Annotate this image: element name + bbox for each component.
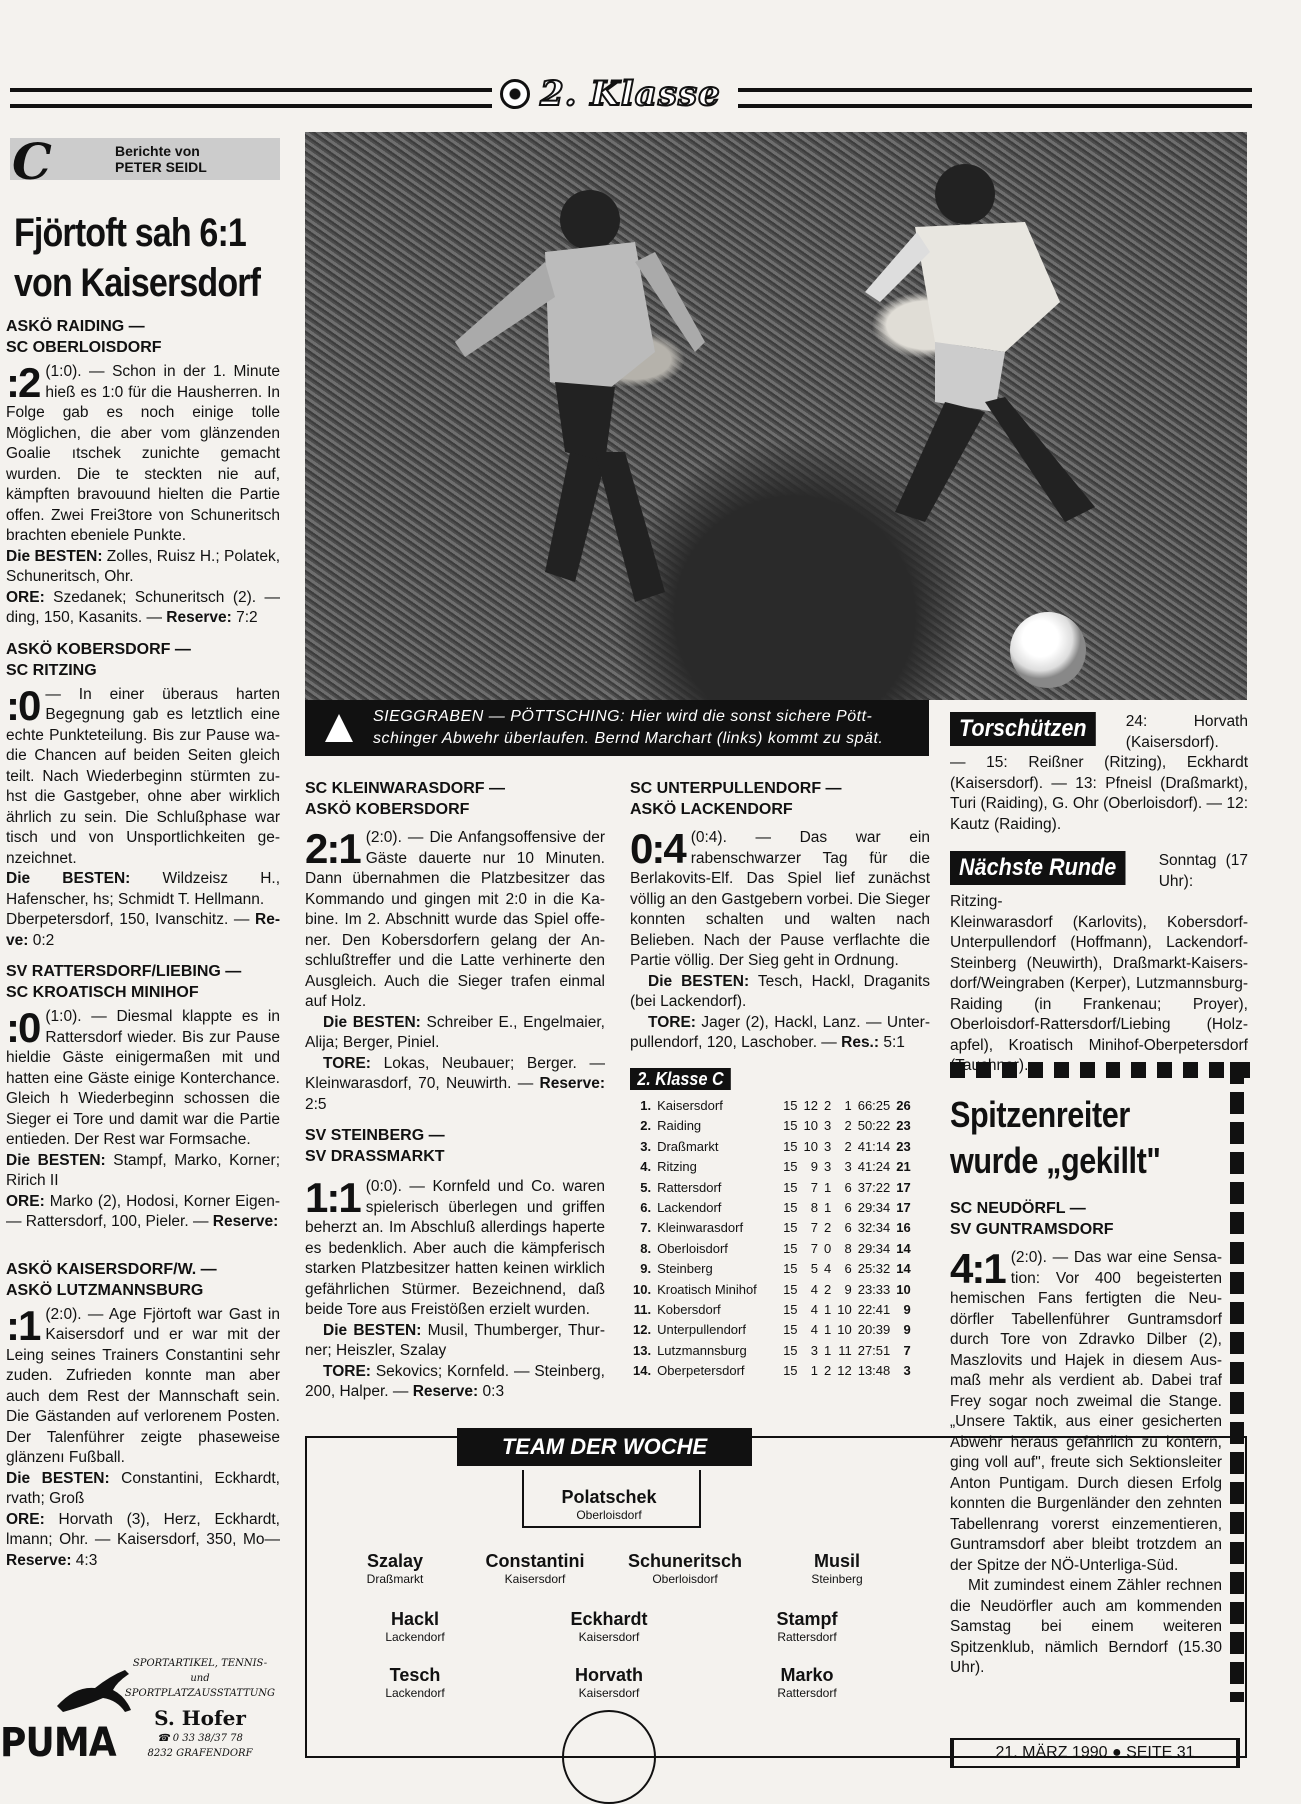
standings-cell: 3 [824, 1118, 832, 1134]
standings-cell: Steinberg [657, 1261, 713, 1277]
score: 1:1 [305, 1174, 360, 1221]
match-heading: ASKÖ KAISERSDORF/W. — [6, 1260, 217, 1278]
standings-cell: 25:32 [857, 1261, 891, 1277]
standings-cell: 15 [783, 1179, 798, 1195]
standings-cell: Lutzmannsburg [657, 1342, 747, 1358]
standings-cell: 15 [783, 1118, 798, 1134]
standings-cell: 15 [783, 1240, 798, 1256]
column-right [950, 712, 1248, 1077]
player-entry: Musil Steinberg [811, 1551, 863, 1586]
photo-caption: SIEGGRABEN — PÖTTSCHING: Hier wird die sonst sichere Pöttschinger Abwehr überlaufen. Bernd Marchart (links) kommt zu spät. [305, 700, 929, 756]
score: :2 [6, 359, 40, 406]
puma-brand: PUMA [0, 1720, 116, 1766]
standings-cell: 10 [803, 1138, 819, 1154]
match-best: Die BESTEN: Wildzeisz H., Hafenscher, hs; Schmidt T. Hellmann. [6, 870, 281, 908]
byline-author: PETER SEIDL [115, 159, 207, 175]
standings-cell: 7 [903, 1342, 911, 1358]
standings-cell: 11. [633, 1302, 652, 1318]
standings-row [630, 1116, 914, 1136]
standings-cell: 15 [783, 1098, 798, 1113]
standings-cell: 13. [633, 1342, 652, 1358]
standings-cell: 2 [824, 1220, 832, 1236]
standings-cell: 2. [640, 1118, 652, 1134]
standings-row [630, 1280, 914, 1300]
standings-cell: 15 [783, 1159, 798, 1175]
standings-cell: 2 [844, 1138, 852, 1154]
match-best: Die BESTEN: Schreiber E., Engelmaier, Alija; Berger, Piniel. [305, 1013, 605, 1051]
standings-cell: 15 [783, 1302, 798, 1318]
standings-row [630, 1218, 914, 1238]
standings-cell: 6 [844, 1261, 852, 1277]
standings-cell: 23 [896, 1138, 911, 1154]
standings-cell: 6 [844, 1220, 852, 1236]
standings-table [630, 1096, 914, 1382]
score: 0:4 [630, 825, 685, 872]
standings-cell: 20:39 [857, 1322, 891, 1338]
ad-text: SPORTARTIKEL, TENNIS- und SPORTPLATZAUSSTATTUNG S. Hofer ☎ 0 33 38/37 78 8232 GRAFENDORF [124, 1658, 276, 1759]
match-heading: ASKÖ LACKENDORF [630, 801, 793, 818]
player-entry: Eckhardt Kaisersdorf [570, 1609, 648, 1644]
standings-cell: 1 [810, 1363, 819, 1379]
match-heading: ASKÖ KOBERSDORF — [6, 640, 191, 658]
standings-cell: 66:25 [857, 1098, 891, 1113]
standings-cell: 41:24 [857, 1159, 891, 1175]
advertisement [0, 1636, 285, 1776]
standings-cell: 2 [824, 1281, 832, 1297]
page-footer: 21. MÄRZ 1990 ● SEITE 31 [950, 1738, 1240, 1768]
caption-arrow-icon [325, 714, 353, 742]
column-middle [305, 778, 605, 1403]
standings-cell: Unterpullendorf [657, 1322, 746, 1338]
next-round-label: Nächste Runde [950, 851, 1125, 885]
standings-cell: 26 [896, 1098, 911, 1113]
match-heading: ASKÖ KOBERSDORF [305, 801, 470, 818]
standings-row [630, 1259, 914, 1279]
standings-cell: 4 [810, 1322, 819, 1338]
score: 2:1 [305, 825, 360, 872]
standings-cell: 9 [903, 1322, 911, 1338]
match-heading: SV GUNTRAMSDORF [950, 1221, 1114, 1238]
byline-label: Berichte von [115, 143, 200, 159]
standings-cell: 1 [824, 1342, 832, 1358]
standings-cell: 15 [783, 1363, 798, 1379]
standings-cell: 14 [896, 1261, 911, 1277]
match-heading: SC NEUDÖRFL — [950, 1200, 1086, 1217]
standings-cell: 9 [844, 1281, 852, 1297]
team-of-the-week [305, 1436, 1247, 1758]
standings-cell: 11 [838, 1342, 852, 1358]
standings-cell: 10. [633, 1281, 652, 1297]
standings-cell: 15 [783, 1261, 798, 1277]
standings-cell: Kobersdorf [657, 1302, 721, 1318]
section-title: 2. Klasse [540, 74, 721, 114]
standings-cell: 41:14 [857, 1138, 891, 1154]
standings-cell: Kroatisch Minihof [657, 1281, 757, 1297]
player-left-illustration [305, 132, 1247, 700]
match-goals: Dberpetersdorf, 150, Ivanschitz. — Reve: 0:2 [6, 911, 280, 949]
standings-cell: 23 [896, 1118, 911, 1134]
standings-cell: 7 [810, 1220, 819, 1236]
standings-cell: 13:48 [857, 1363, 891, 1379]
column-right-center [630, 778, 930, 1054]
standings-cell: Raiding [657, 1118, 702, 1134]
match-best: Die BESTEN: Zolles, Ruisz H.; Polatek, Schuneritsch, Ohr. [6, 547, 280, 585]
standings-cell: 12. [633, 1322, 652, 1338]
standings-cell: 0 [824, 1240, 832, 1256]
match-heading: SC OBERLOISDORF [6, 339, 162, 356]
match-goals: ORE: Marko (2), Hodosi, Korner Eigen— Rattersdorf, 100, Pieler. — Reserve: [6, 1192, 280, 1230]
standings-cell: 14 [896, 1240, 911, 1256]
match-report: :0 (1:0). — Diesmal klappte es in Rattersdorf wieder. Bis zur Pause hieldie Gäste einigermaßen mit und hatten eine Gäste einige Konterchance. Gleich h Wiederbeginn schossen die Sieger ei Tore und damit war die Partie entieden. Der Rest war Formsache. [6, 1004, 280, 1148]
match-heading: SC RITZING [6, 661, 97, 679]
standings-cell: 2 [844, 1118, 852, 1134]
side-story-headline: Spitzenreiter wurde „gekillt" [950, 1094, 1161, 1181]
match-goals: TORE: Lokas, Neubauer; Berger. — Kleinwarasdorf, 70, Neuwirth. — Reserve: 2:5 [305, 1054, 605, 1113]
standings-cell: Rattersdorf [657, 1179, 722, 1195]
section-header [500, 74, 730, 114]
standings-cell: Draßmarkt [657, 1138, 719, 1154]
match-goals: TORE: Jager (2), Hackl, Lanz. — Unterpullendorf, 120, Laschober. — Res.: 5:1 [630, 1013, 930, 1051]
player-entry: Polatschek Oberloisdorf [561, 1487, 657, 1522]
standings-cell: 6. [640, 1200, 652, 1216]
standings-cell: Oberloisdorf [657, 1240, 728, 1256]
standings-title: 2. Klasse C [630, 1068, 731, 1090]
standings-row [630, 1239, 914, 1259]
standings-cell: 1 [824, 1302, 832, 1318]
standings-cell: 27:51 [857, 1342, 891, 1358]
standings-cell: 9. [640, 1261, 652, 1277]
standings-cell: 10 [803, 1118, 819, 1134]
standings-cell: 29:34 [857, 1240, 891, 1256]
match-report: :2 (1:0). — Schon in der 1. Minute hieß es 1:0 für die Hausherren. In Folge gab es noch einige tolle Möglichen, die aber vom glänzenden Goalie ıtschek zunichte gemacht wurden. Die te steckten nie auf, kämpften bravouund hielten die Partie offen. Zwei Frei3tore von Schuneritsch brachten ebeniele Punkte. [6, 359, 280, 544]
standings-cell: 1 [824, 1200, 832, 1216]
match-heading: SV STEINBERG — [305, 1127, 445, 1144]
standings-cell: 5. [640, 1179, 652, 1195]
header-rule-right [738, 88, 1252, 108]
standings-cell: 8 [810, 1200, 819, 1216]
standings-cell: 21 [896, 1159, 911, 1175]
score: 4:1 [950, 1245, 1005, 1292]
match-report: :1 (2:0). — Age Fjörtoft war Gast in Kaisersdorf und er war mit der Leing seines Trainers Constantini sehr zuden. Zufrieden konnte man aber auch dem Rest der Mannschaft sein. Die Gästanden auf verlorenem Posten. Der Talenführer zeigte phaseweise glänzenı Fußball. [6, 1301, 280, 1466]
standings-cell: 6 [844, 1179, 852, 1195]
match-report: 4:1 (2:0). — Das war eine Sensation: Vor 400 begeisterten hemischen Fans fertigten die Neudörfler Tabellenführer Guntramsdorf durch Tore von Zdravko Dilber (2), Maszlovits und Hajek in diesem Ausmaß mehr als verdient ab. Dabei traf Frey sogar noch zweimal die Stange. „Unsere Taktik, aus einer gesicherten Abwehr heraus gefährlich zu kontern, ging voll auf", freute sich Sektionsleiter Anton Puntigam. Durch diesen Erfolg konnten die Burgenländer den zehnten Tabellenrang vorerst einzementieren, Guntramsdorf aber bleibt trotzdem an der Spitze der NÖ-Unterliga-Süd. [950, 1245, 1222, 1574]
standings-cell: 3 [824, 1138, 832, 1154]
standings-row [630, 1300, 914, 1320]
standings-row [630, 1157, 914, 1177]
next-round-block: Nächste Runde Sonntag (17 Uhr): Ritzing- [950, 852, 1248, 910]
standings-cell: 3. [640, 1138, 652, 1154]
standings-cell: 16 [896, 1220, 911, 1236]
headline-line-1: Fjörtoft sah 6:1 [14, 211, 246, 255]
standings-cell: 15 [783, 1138, 798, 1154]
headline-line-2: von Kaisersdorf [14, 261, 261, 305]
football-in-photo [1010, 612, 1086, 688]
player-entry: Horvath Kaisersdorf [574, 1665, 643, 1700]
standings-cell: 14. [633, 1363, 652, 1379]
standings-cell: 4 [810, 1302, 819, 1318]
match-heading: SC UNTERPULLENDORF — [630, 780, 842, 797]
standings-cell: 10 [837, 1302, 852, 1318]
column-left [6, 316, 280, 1571]
standings-row [630, 1320, 914, 1340]
standings-cell: 12 [837, 1363, 852, 1379]
match-best: Die BESTEN: Constantini, Eckhardt, rvath; Groß [6, 1469, 280, 1507]
header-rule-left [10, 88, 492, 108]
match-photo [305, 132, 1247, 700]
score: :0 [6, 681, 40, 729]
player-entry: Marko Rattersdorf [777, 1665, 837, 1700]
match-best: Die BESTEN: Musil, Thumberger, Thurner; Heiszler, Szalay [305, 1321, 605, 1359]
next-round-text: Kleinwarasdorf (Karlovits), Kobersdorf-Unterpullendorf (Hoffmann), Lackendorf-Steinberg (Neuwirth), Draßmarkt-Kaisersdorf/Weingraben (Kerper), Lutzmannsburg-Raiding (in Frankenau; Proyer), Oberloisdorf-Rattersdorf/Liebing (Holzapfel), Kroatisch Minihof-Oberpetersdorf [950, 913, 1248, 1054]
standings-cell: 15 [783, 1281, 798, 1297]
standings-cell: 3 [810, 1342, 819, 1358]
standings-cell: Lackendorf [657, 1200, 722, 1216]
standings-cell: 10 [837, 1322, 852, 1338]
standings-cell: 7 [810, 1240, 819, 1256]
standings-row [630, 1361, 914, 1381]
standings-cell: 15 [783, 1342, 798, 1358]
player-entry: Hackl Lackendorf [385, 1609, 445, 1644]
standings-cell: 7. [640, 1220, 652, 1236]
match-heading: SC KLEINWARASDORF — [305, 780, 505, 797]
match-report-end: Mit zumindest einem Zähler rechnen die Neudörfler auch am kommenden Samstag bei einem weiteren Spitzenklub, nämlich Berndorf (15.30 Uhr). [950, 1577, 1222, 1676]
decorative-squares [950, 1062, 1250, 1082]
score: :0 [6, 1004, 40, 1051]
player-entry: Schuneritsch Oberloisdorf [627, 1551, 743, 1586]
team-of-the-week-title: TEAM DER WOCHE [457, 1428, 752, 1466]
match-report: 2:1 (2:0). — Die Anfangsoffensive der Gäste dauerte nur 10 Minuten. Dann übernahmen die Platzbesitzer das Kommando und gingen mit 2:0 in die Kabine. Im 2. Abschnitt wurde das Spiel offener. Den Kobersdorfern gelang der Anschlußtreffer und die Latte verhinerte den Ausgleich. Auch die Sieger trafen einmal auf Holz. [305, 825, 605, 1010]
player-entry: Tesch Lackendorf [385, 1665, 445, 1700]
standings-cell: 2 [824, 1363, 832, 1379]
football-icon [500, 79, 530, 109]
standings-cell: 22:41 [857, 1302, 891, 1318]
standings-cell: 12 [803, 1098, 819, 1113]
scorers-block: Torschützen 24: Horvath (Kaisersdorf). [950, 712, 1248, 753]
standings-cell: Kleinwarasdorf [657, 1220, 744, 1236]
match-heading: ASKÖ LUTZMANNSBURG [6, 1281, 204, 1299]
player-entry: Szalay Draßmarkt [366, 1551, 424, 1586]
standings-cell: 6 [844, 1200, 852, 1216]
match-goals: TORE: Sekovics; Kornfeld. — Steinberg, 200, Halper. — Reserve: 0:3 [305, 1362, 605, 1400]
standings-cell: 37:22 [857, 1179, 891, 1195]
standings-cell: Kaisersdorf [657, 1098, 723, 1113]
main-headline [14, 208, 260, 308]
standings-cell: 15 [783, 1220, 798, 1236]
standings-cell: 8 [844, 1240, 852, 1256]
standings-cell: 1 [824, 1179, 832, 1195]
standings-row [630, 1198, 914, 1218]
standings-cell: 1. [640, 1098, 652, 1113]
standings-cell: 32:34 [857, 1220, 891, 1236]
author-logo: C [12, 132, 52, 191]
standings-row [630, 1178, 914, 1198]
match-goals: ORE: Horvath (3), Herz, Eckhardt, lmann; Ohr. — Kaisersdorf, 350, Mo— Reserve: 4:3 [6, 1510, 280, 1569]
standings-cell: 9 [903, 1302, 911, 1318]
standings-cell: 7 [810, 1179, 819, 1195]
standings-cell: Ritzing [657, 1159, 697, 1175]
match-heading: SC KROATISCH MINIHOF [6, 984, 199, 1001]
standings-cell: 15 [783, 1322, 798, 1338]
standings-cell: Oberpetersdorf [657, 1363, 745, 1379]
standings-cell: 9 [810, 1159, 819, 1175]
match-report: :0 — In einer überaus harten Begegnung gab es letztlich eine echte Punkteteilung. Bis zur Pause wadie Chancen auf beiden Seiten gleich teilt. Nach Wiederbeginn stürmten zuhst die Gastgeber, ohne aber wirklich ährlich zu sein. Die Schlußphase war tisch und von Unsportlichkeiten genzeichnet. [6, 681, 280, 867]
standings-row [630, 1137, 914, 1157]
match-best: Die BESTEN: Tesch, Hackl, Draganits (bei Lackendorf). [630, 972, 930, 1010]
scorers-label: Torschützen [950, 712, 1096, 746]
standings-cell: 10 [896, 1281, 911, 1297]
standings-cell: 2 [824, 1098, 832, 1113]
standings-cell: 5 [810, 1261, 819, 1277]
standings-cell: 50:22 [857, 1118, 891, 1134]
standings-cell: 1 [824, 1322, 832, 1338]
player-entry: Constantini Kaisersdorf [485, 1551, 585, 1586]
match-report: 0:4 (0:4). — Das war ein rabenschwarzer Tag für die Berlakovits-Elf. Das Spiel lief zunächst völlig an den Gastgebern vorbei. Die Sieger konnten schalten und walten nach Belieben. Nach der Pause verflachte die Partie völlig. Der Sieg geht in Ordnung. [630, 825, 930, 969]
standings-cell: 3 [903, 1363, 911, 1379]
standings-cell: 17 [896, 1200, 911, 1216]
standings-row [630, 1341, 914, 1361]
scorers-text: — 15: Reißner (Ritzing), Eckhardt (Kaisersdorf). — 13: Pfneisl (Draßmarkt), Turi (Raiding), G. Ohr (Oberloisdorf). — 12: Kautz (Raiding). [950, 754, 1248, 833]
standings-cell: 17 [896, 1179, 911, 1195]
standings-cell: 4. [640, 1159, 652, 1175]
standings-box [630, 1068, 930, 1382]
standings-cell: 29:34 [857, 1200, 891, 1216]
standings-cell: 4 [824, 1261, 832, 1277]
standings-cell: 15 [783, 1200, 798, 1216]
standings-cell: 3 [824, 1159, 832, 1175]
standings-row [630, 1096, 914, 1116]
match-goals: ORE: Szedanek; Schuneritsch (2). — ding, 150, Kasanits. — Reserve: 7:2 [6, 588, 280, 626]
match-best: Die BESTEN: Stampf, Marko, Korner; Ririch II [6, 1151, 280, 1189]
match-heading: ASKÖ RAIDING — [6, 318, 145, 335]
match-heading: SV DRASSMARKT [305, 1148, 445, 1165]
standings-cell: 23:33 [857, 1281, 891, 1297]
standings-cell: 3 [844, 1159, 852, 1175]
match-heading: SV RATTERSDORF/LIEBING — [6, 963, 242, 980]
score: :1 [6, 1301, 40, 1349]
standings-cell: 8. [640, 1240, 652, 1256]
standings-cell: 4 [810, 1281, 819, 1297]
player-entry: Stampf Rattersdorf [776, 1609, 838, 1644]
byline [10, 132, 280, 191]
standings-cell: 1 [844, 1098, 852, 1113]
match-report: 1:1 (0:0). — Kornfeld und Co. waren spielerisch überlegen und griffen beherzt an. Im Abschluß allerdings haperte es bedenklich. Aber auch die kämpferisch starken Platzbesitzer hatten keinen wirklich gefährlichen Stürmer. Bezeichnend, daß beide Tore aus Freistößen erzielt wurden. [305, 1174, 605, 1318]
centre-circle-lines [562, 1710, 656, 1804]
